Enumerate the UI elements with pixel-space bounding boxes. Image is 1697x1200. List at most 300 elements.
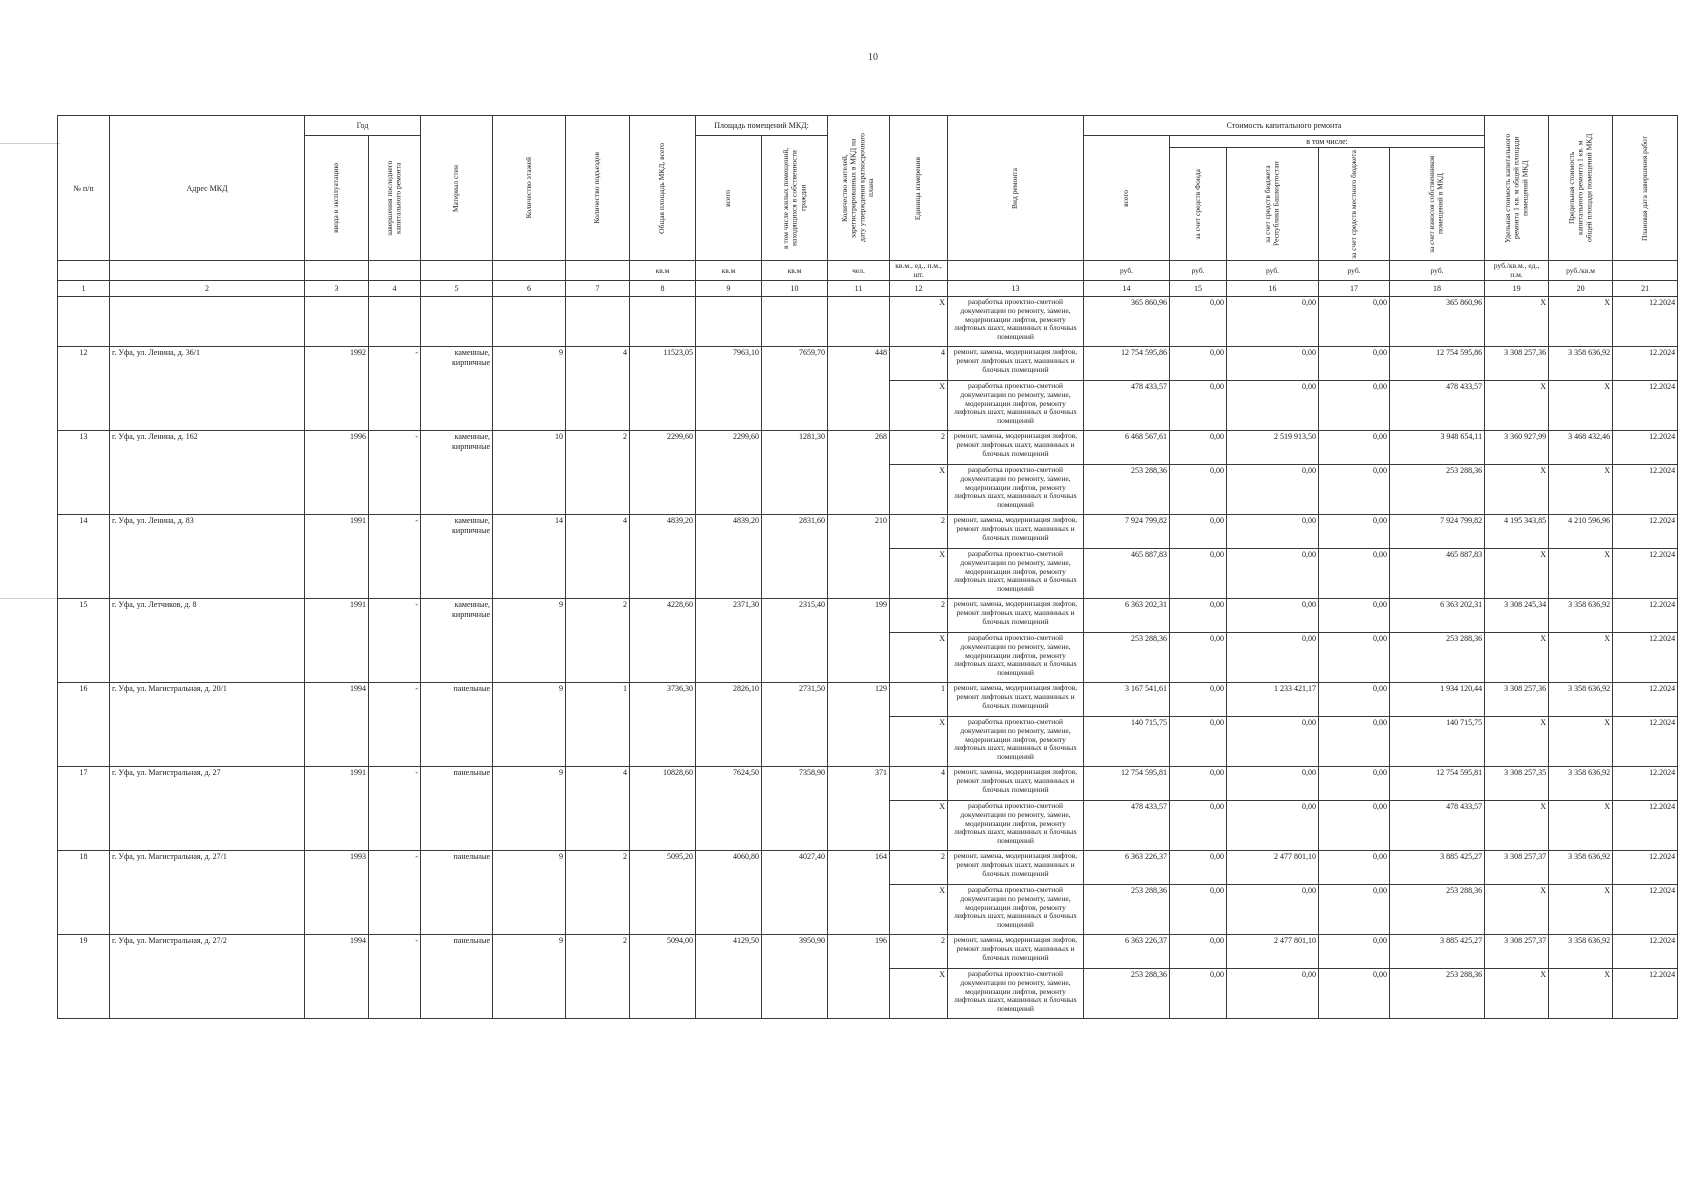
cost-fund-cell: 0,00: [1170, 851, 1227, 885]
address-cell: г. Уфа, ул. Ленина, д. 162: [110, 431, 305, 515]
unit-rub: руб.: [1084, 261, 1170, 281]
column-number: 4: [369, 281, 421, 297]
total-area-cell: 5094,00: [630, 935, 696, 1019]
address-cell: г. Уфа, ул. Магистральная, д. 27: [110, 767, 305, 851]
cost-fund-cell: 0,00: [1170, 381, 1227, 431]
cost-total-cell: 253 288,36: [1084, 885, 1170, 935]
floors-cell: 10: [493, 431, 566, 515]
limit-cost-cell: X: [1549, 381, 1613, 431]
work-type-cell: ремонт, замена, модернизация лифтов, ремонт лифтовых шахт, машинных и блочных помещений: [948, 683, 1084, 717]
cost-republic-cell: 0,00: [1227, 549, 1319, 599]
column-number: 20: [1549, 281, 1613, 297]
floors-cell: 9: [493, 767, 566, 851]
cost-fund-cell: 0,00: [1170, 935, 1227, 969]
cost-local-cell: 0,00: [1319, 549, 1390, 599]
unit-area: кв.м: [762, 261, 828, 281]
wall-material-cell: каменные, кирпичные: [421, 599, 493, 683]
col-year-commission: ввода в эксплуатацию: [305, 136, 369, 261]
cost-total-cell: 140 715,75: [1084, 717, 1170, 767]
measure-cell: X: [890, 297, 948, 347]
unit-cost-cell: 3 360 927,99: [1485, 431, 1549, 465]
row-number-cell: 15: [58, 599, 110, 683]
cost-fund-cell: 0,00: [1170, 801, 1227, 851]
col-num: № п/п: [58, 116, 110, 261]
column-number: 18: [1390, 281, 1485, 297]
page-number: 10: [868, 52, 878, 63]
empty-cell: [58, 297, 110, 347]
cost-total-cell: 6 363 202,31: [1084, 599, 1170, 633]
limit-cost-cell: X: [1549, 717, 1613, 767]
cost-total-cell: 478 433,57: [1084, 801, 1170, 851]
cost-owners-cell: 253 288,36: [1390, 885, 1485, 935]
work-type-cell: ремонт, замена, модернизация лифтов, ремонт лифтовых шахт, машинных и блочных помещений: [948, 767, 1084, 801]
table-row: [58, 851, 1678, 885]
col-address: Адрес МКД: [110, 116, 305, 261]
owned-area-cell: 2831,60: [762, 515, 828, 599]
cost-owners-cell: 253 288,36: [1390, 633, 1485, 683]
cost-local-cell: 0,00: [1319, 297, 1390, 347]
cost-total-cell: 253 288,36: [1084, 633, 1170, 683]
work-type-cell: разработка проектно-сметной документации по ремонту, замене, модернизации лифтов, ремонту лифтовых шахт, машинных и блочных помещений: [948, 297, 1084, 347]
measure-cell: X: [890, 465, 948, 515]
cost-fund-cell: 0,00: [1170, 465, 1227, 515]
unit-cost-cell: 3 308 257,36: [1485, 347, 1549, 381]
last-repair-cell: -: [369, 935, 421, 1019]
last-repair-cell: -: [369, 599, 421, 683]
row-number-cell: 12: [58, 347, 110, 431]
work-type-cell: разработка проектно-сметной документации по ремонту, замене, модернизации лифтов, ремонту лифтовых шахт, машинных и блочных помещений: [948, 381, 1084, 431]
address-cell: г. Уфа, ул. Магистральная, д. 27/1: [110, 851, 305, 935]
empty-cell: [421, 297, 493, 347]
limit-cost-cell: 3 358 636,92: [1549, 347, 1613, 381]
measure-cell: 2: [890, 515, 948, 549]
unit-cost-cell: X: [1485, 801, 1549, 851]
measure-cell: 2: [890, 431, 948, 465]
table-row: [58, 599, 1678, 633]
unit-cost-cell: 3 308 257,37: [1485, 851, 1549, 885]
planned-date-cell: 12.2024: [1613, 969, 1678, 1019]
cost-owners-cell: 3 885 425,27: [1390, 935, 1485, 969]
residents-cell: 371: [828, 767, 890, 851]
limit-cost-cell: 3 358 636,92: [1549, 851, 1613, 885]
cost-total-cell: 7 924 799,82: [1084, 515, 1170, 549]
work-type-cell: разработка проектно-сметной документации по ремонту, замене, модернизации лифтов, ремонту лифтовых шахт, машинных и блочных помещений: [948, 717, 1084, 767]
table-row: [58, 683, 1678, 717]
limit-cost-cell: X: [1549, 969, 1613, 1019]
planned-date-cell: 12.2024: [1613, 683, 1678, 717]
scan-artifact: [0, 598, 60, 599]
measure-cell: X: [890, 969, 948, 1019]
limit-cost-cell: 3 468 432,46: [1549, 431, 1613, 465]
table-row: [58, 515, 1678, 549]
col-material: Материал стен: [421, 116, 493, 261]
cost-fund-cell: 0,00: [1170, 431, 1227, 465]
last-repair-cell: -: [369, 683, 421, 767]
planned-date-cell: 12.2024: [1613, 381, 1678, 431]
total-area-cell: 10828,60: [630, 767, 696, 851]
work-type-cell: разработка проектно-сметной документации по ремонту, замене, модернизации лифтов, ремонту лифтовых шахт, машинных и блочных помещений: [948, 801, 1084, 851]
residents-cell: 196: [828, 935, 890, 1019]
premises-area-cell: 4129,50: [696, 935, 762, 1019]
year-commission-cell: 1991: [305, 599, 369, 683]
column-number: 21: [1613, 281, 1678, 297]
col-cost-total: всего: [1084, 136, 1170, 261]
cost-owners-cell: 478 433,57: [1390, 801, 1485, 851]
cost-local-cell: 0,00: [1319, 801, 1390, 851]
owned-area-cell: 3950,90: [762, 935, 828, 1019]
year-commission-cell: 1993: [305, 851, 369, 935]
cost-total-cell: 6 468 567,61: [1084, 431, 1170, 465]
entrances-cell: 2: [566, 935, 630, 1019]
col-cost-republic: за счет средств бюджета Республики Башкортостан: [1227, 148, 1319, 261]
cost-fund-cell: 0,00: [1170, 885, 1227, 935]
unit-area: кв.м: [630, 261, 696, 281]
col-planned-date: Плановая дата завершения работ: [1613, 116, 1678, 261]
cost-total-cell: 478 433,57: [1084, 381, 1170, 431]
planned-date-cell: 12.2024: [1613, 599, 1678, 633]
cost-fund-cell: 0,00: [1170, 347, 1227, 381]
cost-republic-cell: 0,00: [1227, 767, 1319, 801]
unit-rub: руб.: [1319, 261, 1390, 281]
unit-cost-cell: X: [1485, 717, 1549, 767]
col-premises-group: Площадь помещений МКД:: [696, 116, 828, 136]
work-type-cell: разработка проектно-сметной документации по ремонту, замене, модернизации лифтов, ремонту лифтовых шахт, машинных и блочных помещений: [948, 633, 1084, 683]
cost-owners-cell: 140 715,75: [1390, 717, 1485, 767]
row-number-cell: 14: [58, 515, 110, 599]
cost-owners-cell: 1 934 120,44: [1390, 683, 1485, 717]
col-residents: Количество жителей, зарегистрированных в МКД на дату утверждения краткосрочного плана: [828, 116, 890, 261]
empty-cell: [493, 297, 566, 347]
entrances-cell: 4: [566, 767, 630, 851]
work-type-cell: ремонт, замена, модернизация лифтов, ремонт лифтовых шахт, машинных и блочных помещений: [948, 347, 1084, 381]
unit-measure: кв.м., ед., п.м., шт.: [890, 261, 948, 281]
residents-cell: 448: [828, 347, 890, 431]
wall-material-cell: панельные: [421, 683, 493, 767]
empty-cell: [369, 297, 421, 347]
total-area-cell: 2299,60: [630, 431, 696, 515]
cost-owners-cell: 3 885 425,27: [1390, 851, 1485, 885]
year-commission-cell: 1991: [305, 767, 369, 851]
measure-cell: 4: [890, 347, 948, 381]
work-type-cell: ремонт, замена, модернизация лифтов, ремонт лифтовых шахт, машинных и блочных помещений: [948, 851, 1084, 885]
cost-owners-cell: 465 887,83: [1390, 549, 1485, 599]
measure-cell: X: [890, 717, 948, 767]
work-type-cell: ремонт, замена, модернизация лифтов, ремонт лифтовых шахт, машинных и блочных помещений: [948, 431, 1084, 465]
work-type-cell: ремонт, замена, модернизация лифтов, ремонт лифтовых шахт, машинных и блочных помещений: [948, 515, 1084, 549]
cost-republic-cell: 0,00: [1227, 633, 1319, 683]
planned-date-cell: 12.2024: [1613, 717, 1678, 767]
premises-area-cell: 2371,30: [696, 599, 762, 683]
cost-local-cell: 0,00: [1319, 935, 1390, 969]
entrances-cell: 2: [566, 599, 630, 683]
cost-republic-cell: 0,00: [1227, 297, 1319, 347]
scan-artifact: [0, 143, 60, 144]
owned-area-cell: 7659,70: [762, 347, 828, 431]
column-number: 3: [305, 281, 369, 297]
unit-cost-cell: 3 308 257,35: [1485, 767, 1549, 801]
cost-republic-cell: 0,00: [1227, 347, 1319, 381]
cost-local-cell: 0,00: [1319, 767, 1390, 801]
entrances-cell: 1: [566, 683, 630, 767]
col-cost-group: Стоимость капитального ремонта: [1084, 116, 1485, 136]
col-year-group: Год: [305, 116, 421, 136]
owned-area-cell: 7358,90: [762, 767, 828, 851]
cost-local-cell: 0,00: [1319, 599, 1390, 633]
floors-cell: 9: [493, 851, 566, 935]
work-type-cell: разработка проектно-сметной документации по ремонту, замене, модернизации лифтов, ремонту лифтовых шахт, машинных и блочных помещений: [948, 465, 1084, 515]
cost-republic-cell: 0,00: [1227, 599, 1319, 633]
total-area-cell: 11523,05: [630, 347, 696, 431]
row-number-cell: 19: [58, 935, 110, 1019]
cost-owners-cell: 478 433,57: [1390, 381, 1485, 431]
col-total-area: Общая площадь МКД, всего: [630, 116, 696, 261]
col-cost-owners: за счет взносов собственников помещений в МКД: [1390, 148, 1485, 261]
cost-local-cell: 0,00: [1319, 465, 1390, 515]
cost-local-cell: 0,00: [1319, 969, 1390, 1019]
total-area-cell: 4839,20: [630, 515, 696, 599]
limit-cost-cell: X: [1549, 801, 1613, 851]
planned-date-cell: 12.2024: [1613, 633, 1678, 683]
limit-cost-cell: X: [1549, 633, 1613, 683]
cost-total-cell: 253 288,36: [1084, 465, 1170, 515]
owned-area-cell: 4027,40: [762, 851, 828, 935]
planned-date-cell: 12.2024: [1613, 885, 1678, 935]
unit-cost-cell: X: [1485, 465, 1549, 515]
column-number: 16: [1227, 281, 1319, 297]
unit-cost-cell: X: [1485, 969, 1549, 1019]
cost-local-cell: 0,00: [1319, 717, 1390, 767]
col-floors: Количество этажей: [493, 116, 566, 261]
cost-republic-cell: 0,00: [1227, 885, 1319, 935]
unit-cost-cell: X: [1485, 885, 1549, 935]
wall-material-cell: панельные: [421, 851, 493, 935]
col-premises-owned: в том числе жилых помещений, находящихся в собственности граждан: [762, 136, 828, 261]
premises-area-cell: 2299,60: [696, 431, 762, 515]
limit-cost-cell: X: [1549, 885, 1613, 935]
column-number: 13: [948, 281, 1084, 297]
cost-total-cell: 6 363 226,37: [1084, 935, 1170, 969]
cost-local-cell: 0,00: [1319, 515, 1390, 549]
unit-rub: руб.: [1390, 261, 1485, 281]
cost-owners-cell: 12 754 595,86: [1390, 347, 1485, 381]
cost-owners-cell: 12 754 595,81: [1390, 767, 1485, 801]
entrances-cell: 2: [566, 431, 630, 515]
unit-area: кв.м: [696, 261, 762, 281]
premises-area-cell: 7963,10: [696, 347, 762, 431]
empty-cell: [566, 297, 630, 347]
table-row: [58, 347, 1678, 381]
entrances-cell: 2: [566, 851, 630, 935]
cost-fund-cell: 0,00: [1170, 717, 1227, 767]
wall-material-cell: панельные: [421, 767, 493, 851]
cost-republic-cell: 0,00: [1227, 969, 1319, 1019]
cost-owners-cell: 365 860,96: [1390, 297, 1485, 347]
wall-material-cell: панельные: [421, 935, 493, 1019]
premises-area-cell: 4839,20: [696, 515, 762, 599]
empty-cell: [305, 297, 369, 347]
unit-cost-cell: X: [1485, 297, 1549, 347]
residents-cell: 268: [828, 431, 890, 515]
unit-people: чел.: [828, 261, 890, 281]
row-number-cell: 17: [58, 767, 110, 851]
col-measure: Единица измерения: [890, 116, 948, 261]
address-cell: г. Уфа, ул. Ленина, д. 36/1: [110, 347, 305, 431]
col-entrances: Количество подъездов: [566, 116, 630, 261]
owned-area-cell: 2731,50: [762, 683, 828, 767]
empty-cell: [762, 297, 828, 347]
address-cell: г. Уфа, ул. Магистральная, д. 27/2: [110, 935, 305, 1019]
cost-fund-cell: 0,00: [1170, 633, 1227, 683]
unit-cost-cell: 3 308 245,34: [1485, 599, 1549, 633]
empty-cell: [828, 297, 890, 347]
work-type-cell: разработка проектно-сметной документации по ремонту, замене, модернизации лифтов, ремонту лифтовых шахт, машинных и блочных помещений: [948, 549, 1084, 599]
cost-republic-cell: 1 233 421,17: [1227, 683, 1319, 717]
cost-fund-cell: 0,00: [1170, 599, 1227, 633]
floors-cell: 9: [493, 935, 566, 1019]
cost-fund-cell: 0,00: [1170, 549, 1227, 599]
limit-cost-cell: 4 210 596,96: [1549, 515, 1613, 549]
measure-cell: X: [890, 801, 948, 851]
row-number-cell: 18: [58, 851, 110, 935]
residents-cell: 199: [828, 599, 890, 683]
cost-republic-cell: 2 519 913,50: [1227, 431, 1319, 465]
limit-cost-cell: X: [1549, 297, 1613, 347]
planned-date-cell: 12.2024: [1613, 515, 1678, 549]
unit-rub-per-sqm: руб./кв.м: [1549, 261, 1613, 281]
planned-date-cell: 12.2024: [1613, 431, 1678, 465]
empty-cell: [630, 297, 696, 347]
table-row: [58, 297, 1678, 347]
cost-local-cell: 0,00: [1319, 431, 1390, 465]
planned-date-cell: 12.2024: [1613, 801, 1678, 851]
cost-owners-cell: 7 924 799,82: [1390, 515, 1485, 549]
last-repair-cell: -: [369, 851, 421, 935]
measure-cell: X: [890, 381, 948, 431]
planned-date-cell: 12.2024: [1613, 851, 1678, 885]
col-premises-total: всего: [696, 136, 762, 261]
col-cost-local: за счет средств местного бюджета: [1319, 148, 1390, 261]
column-number: 6: [493, 281, 566, 297]
premises-area-cell: 2826,10: [696, 683, 762, 767]
unit-cost-cell: X: [1485, 381, 1549, 431]
premises-area-cell: 4060,80: [696, 851, 762, 935]
col-year-last-repair: завершения последнего капитального ремонта: [369, 136, 421, 261]
cost-fund-cell: 0,00: [1170, 297, 1227, 347]
planned-date-cell: 12.2024: [1613, 465, 1678, 515]
wall-material-cell: каменные, кирпичные: [421, 347, 493, 431]
cost-total-cell: 12 754 595,81: [1084, 767, 1170, 801]
cost-local-cell: 0,00: [1319, 347, 1390, 381]
unit-cost-cell: 4 195 343,85: [1485, 515, 1549, 549]
unit-cost-cell: X: [1485, 633, 1549, 683]
work-type-cell: разработка проектно-сметной документации по ремонту, замене, модернизации лифтов, ремонту лифтовых шахт, машинных и блочных помещений: [948, 969, 1084, 1019]
year-commission-cell: 1996: [305, 431, 369, 515]
residents-cell: 129: [828, 683, 890, 767]
planned-date-cell: 12.2024: [1613, 935, 1678, 969]
unit-cost-cell: 3 308 257,36: [1485, 683, 1549, 717]
unit-rub: руб.: [1170, 261, 1227, 281]
empty-cell: [696, 297, 762, 347]
col-cost-fund: за счет средств Фонда: [1170, 148, 1227, 261]
planned-date-cell: 12.2024: [1613, 347, 1678, 381]
owned-area-cell: 2315,40: [762, 599, 828, 683]
column-number: 8: [630, 281, 696, 297]
work-type-cell: ремонт, замена, модернизация лифтов, ремонт лифтовых шахт, машинных и блочных помещений: [948, 935, 1084, 969]
cost-republic-cell: 0,00: [1227, 465, 1319, 515]
cost-local-cell: 0,00: [1319, 851, 1390, 885]
cost-total-cell: 465 887,83: [1084, 549, 1170, 599]
cost-local-cell: 0,00: [1319, 885, 1390, 935]
measure-cell: 1: [890, 683, 948, 717]
col-work-type: Вид ремонта: [948, 116, 1084, 261]
floors-cell: 14: [493, 515, 566, 599]
floors-cell: 9: [493, 683, 566, 767]
cost-total-cell: 365 860,96: [1084, 297, 1170, 347]
cost-total-cell: 253 288,36: [1084, 969, 1170, 1019]
residents-cell: 210: [828, 515, 890, 599]
column-number-row: [58, 281, 1678, 297]
year-commission-cell: 1992: [305, 347, 369, 431]
floors-cell: 9: [493, 599, 566, 683]
unit-cost-cell: 3 308 257,37: [1485, 935, 1549, 969]
measure-cell: 2: [890, 935, 948, 969]
cost-local-cell: 0,00: [1319, 633, 1390, 683]
capital-repair-table: [57, 115, 1676, 1019]
last-repair-cell: -: [369, 347, 421, 431]
wall-material-cell: каменные, кирпичные: [421, 431, 493, 515]
table-row: [58, 431, 1678, 465]
table-row: [58, 767, 1678, 801]
limit-cost-cell: 3 358 636,92: [1549, 599, 1613, 633]
column-number: 12: [890, 281, 948, 297]
unit-cost-cell: X: [1485, 549, 1549, 599]
planned-date-cell: 12.2024: [1613, 297, 1678, 347]
cost-republic-cell: 0,00: [1227, 801, 1319, 851]
cost-total-cell: 6 363 226,37: [1084, 851, 1170, 885]
measure-cell: X: [890, 633, 948, 683]
cost-local-cell: 0,00: [1319, 381, 1390, 431]
limit-cost-cell: 3 358 636,92: [1549, 935, 1613, 969]
address-cell: г. Уфа, ул. Летчиков, д. 8: [110, 599, 305, 683]
limit-cost-cell: X: [1549, 549, 1613, 599]
row-number-cell: 16: [58, 683, 110, 767]
empty-cell: [110, 297, 305, 347]
work-type-cell: ремонт, замена, модернизация лифтов, ремонт лифтовых шахт, машинных и блочных помещений: [948, 599, 1084, 633]
col-limit-cost: Предельная стоимость капитального ремонта 1 кв. м общей площади помещений МКД: [1549, 116, 1613, 261]
measure-cell: 2: [890, 851, 948, 885]
measure-cell: X: [890, 885, 948, 935]
column-number: 2: [110, 281, 305, 297]
measure-cell: X: [890, 549, 948, 599]
cost-fund-cell: 0,00: [1170, 767, 1227, 801]
limit-cost-cell: 3 358 636,92: [1549, 767, 1613, 801]
unit-rub: руб.: [1227, 261, 1319, 281]
unit-rub-per-area: руб./кв.м., ед., п.м.: [1485, 261, 1549, 281]
cost-fund-cell: 0,00: [1170, 515, 1227, 549]
year-commission-cell: 1991: [305, 515, 369, 599]
column-number: 1: [58, 281, 110, 297]
wall-material-cell: каменные, кирпичные: [421, 515, 493, 599]
limit-cost-cell: X: [1549, 465, 1613, 515]
planned-date-cell: 12.2024: [1613, 767, 1678, 801]
floors-cell: 9: [493, 347, 566, 431]
year-commission-cell: 1994: [305, 683, 369, 767]
total-area-cell: 5095,20: [630, 851, 696, 935]
residents-cell: 164: [828, 851, 890, 935]
total-area-cell: 3736,30: [630, 683, 696, 767]
column-number: 19: [1485, 281, 1549, 297]
premises-area-cell: 7624,50: [696, 767, 762, 851]
